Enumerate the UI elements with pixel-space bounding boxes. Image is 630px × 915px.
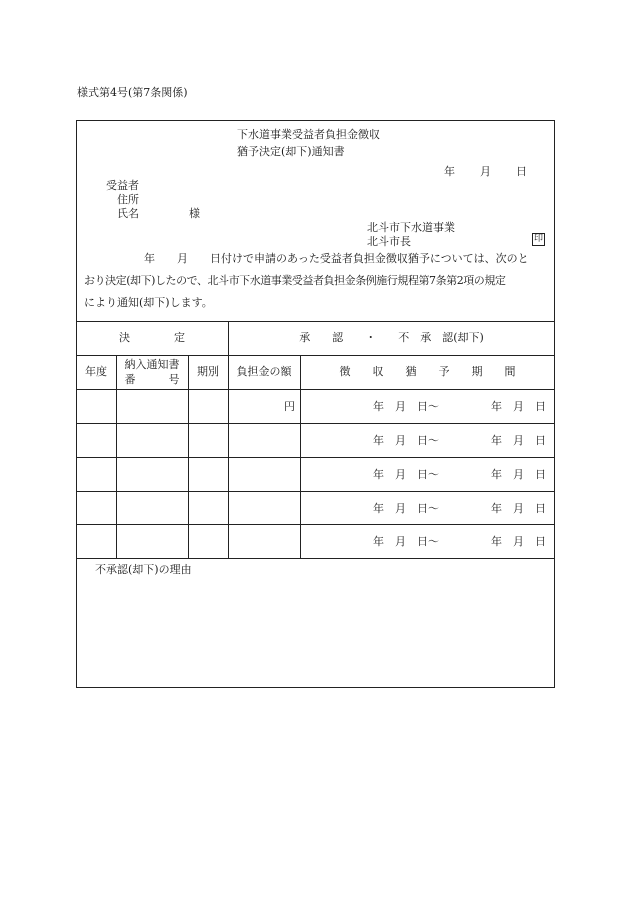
row-period-to: 年 月 日 xyxy=(491,468,546,481)
col-header-amount: 負担金の額 xyxy=(236,365,292,378)
row-period-from: 年 月 日〜 xyxy=(373,535,439,548)
row-period-to: 年 月 日 xyxy=(491,400,546,413)
table-row-divider xyxy=(76,389,555,390)
table-row-divider xyxy=(76,457,555,458)
table-header-divider xyxy=(76,355,555,356)
table-col-divider xyxy=(188,355,189,558)
row-period-to: 年 月 日 xyxy=(491,434,546,447)
table-row-divider xyxy=(76,423,555,424)
notice-title-line1: 下水道事業受益者負担金徴収 xyxy=(237,128,380,141)
table-bottom-border xyxy=(76,558,555,559)
notice-form-frame xyxy=(76,120,555,688)
reason-label: 不承認(却下)の理由 xyxy=(95,563,192,576)
recipient-label: 受益者 xyxy=(106,179,139,192)
row-period-from: 年 月 日〜 xyxy=(373,434,439,447)
row-period-from: 年 月 日〜 xyxy=(373,502,439,515)
recipient-address-label: 住所 xyxy=(117,193,139,206)
notice-title-line2: 猶予決定(却下)通知書 xyxy=(237,145,345,158)
table-row-divider xyxy=(76,491,555,492)
table-top-border xyxy=(76,321,555,322)
table-row-divider xyxy=(76,524,555,525)
row-period-to: 年 月 日 xyxy=(491,502,546,515)
row-period-from: 年 月 日〜 xyxy=(373,400,439,413)
header-decision: 決 定 xyxy=(119,331,185,344)
recipient-name-label: 氏名 xyxy=(117,207,139,220)
body-line3: により通知(却下)します。 xyxy=(84,296,213,309)
form-label: 様式第4号(第7条関係) xyxy=(77,86,188,99)
col-header-notice-no-line2: 番 号 xyxy=(124,373,180,386)
recipient-honorific: 様 xyxy=(189,207,200,220)
date-month: 月 xyxy=(480,165,491,178)
col-header-year: 年度 xyxy=(85,365,107,378)
seal-stamp: 印 xyxy=(533,234,543,244)
col-header-deferral-period: 徴 収 猶 予 期 間 xyxy=(339,365,516,378)
date-day: 日 xyxy=(516,165,527,178)
issuer-line2: 北斗市長 xyxy=(367,235,411,248)
body-line2: おり決定(却下)したので、北斗市下水道事業受益者負担金条例施行規程第7条第2項の規定 xyxy=(84,274,506,287)
table-col-divider xyxy=(300,355,301,558)
row-period-from: 年 月 日〜 xyxy=(373,468,439,481)
header-approval: 承 認 ・ 不 承 認(却下) xyxy=(299,331,484,344)
issuer-line1: 北斗市下水道事業 xyxy=(367,221,455,234)
row-period-to: 年 月 日 xyxy=(491,535,546,548)
col-header-period: 期別 xyxy=(197,365,219,378)
date-year: 年 xyxy=(444,165,455,178)
row-amount: 円 xyxy=(284,400,295,413)
body-line1: 年 月 日付けで申請のあった受益者負担金徴収猶予については、次のと xyxy=(144,252,529,265)
col-header-notice-no-line1: 納入通知書 xyxy=(124,358,180,371)
table-group-divider xyxy=(228,321,229,558)
